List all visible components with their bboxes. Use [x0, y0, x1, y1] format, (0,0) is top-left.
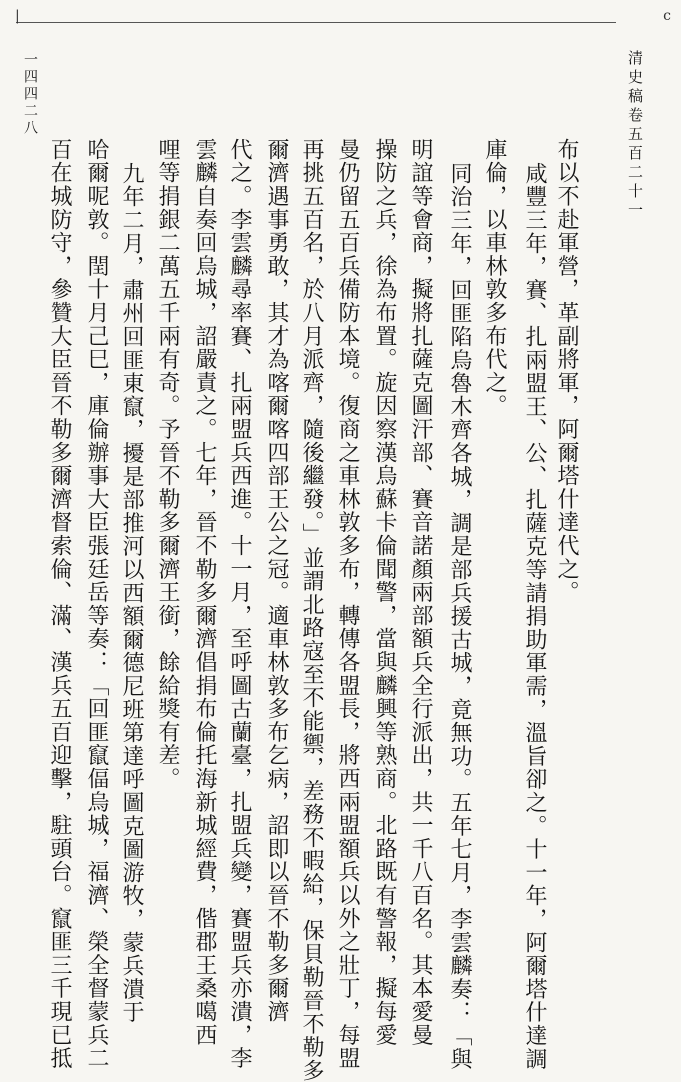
top-rule — [16, 22, 616, 23]
text-column-2: 咸豐三年，賽、扎兩盟王、公、扎薩克等請捐助軍需，溫旨卻之。十一年，阿爾塔什達調 — [522, 162, 547, 1071]
text-column-13: 九年二月，肅州回匪東竄，擾是部推河以西額爾德尼班第達呼圖克圖游牧，蒙兵潰于 — [119, 162, 144, 1025]
text-column-3: 庫倫，以車林敦多布代之。 — [482, 138, 507, 418]
text-column-1: 布以不赴軍營，革副將軍，阿爾塔什達代之。 — [554, 138, 579, 604]
top-left-edge-mark: | — [15, 8, 20, 24]
text-column-10: 代之。李雲麟尋率賽、扎兩盟兵西進。十一月，至呼圖古蘭臺，扎盟兵變，賽盟兵亦潰，李 — [227, 138, 252, 1070]
text-column-15: 百在城防守，參贊大臣晉不勒多爾濟督索倫、滿、漢兵五百迎擊，駐頭台。竄匪三千現已抵 — [47, 138, 72, 1070]
text-column-12: 哩等捐銀二萬五千兩有奇。予晉不勒多爾濟王銜，餘給獎有差。 — [155, 138, 180, 791]
text-column-4: 同治三年，回匪陷烏魯木齊各城，調是部兵援古城，竟無功。五年七月，李雲麟奏：「與 — [447, 162, 472, 1071]
top-right-edge-mark: c — [663, 8, 671, 24]
text-column-11: 雲麟自奏回烏城，詔嚴責之。七年，晉不勒多爾濟倡捐布倫托海新城經費，偕郡王桑噶西 — [192, 138, 217, 1047]
page-number: 一四四二八 — [22, 52, 38, 137]
text-column-14: 哈爾呢敦。閏十月己巳，庫倫辦事大臣張廷岳等奏：「回匪竄偪烏城，福濟、榮全督蒙兵二 — [84, 138, 109, 1070]
text-column-5: 明誼等會商，擬將扎薩克圖汗部、賽音諾顏兩部額兵全行派出，共一千八百名。其本愛曼 — [408, 138, 433, 1047]
book-title-header: 清史稿卷五百二十一 — [626, 50, 644, 221]
text-column-6: 操防之兵，徐為布置。旋因察漢烏蘇卡倫聞警，當與麟興等熟商。北路既有警報，擬每愛 — [372, 138, 397, 1047]
text-column-7: 曼仍留五百兵備防本境。復商之車林敦多布，轉傳各盟長，將西兩盟額兵以外之壯丁，每盟 — [335, 138, 360, 1070]
text-column-9: 爾濟遇事勇敢，其才為喀爾喀四部王公之冠。適車林敦多布乞病，詔即以晉不勒多爾濟 — [264, 138, 289, 1024]
text-column-8: 再挑五百名，於八月派齊，隨後繼發。」並謂北路寇至不能禦，差務不暇給，保貝勒晉不勒多 — [299, 138, 324, 1082]
